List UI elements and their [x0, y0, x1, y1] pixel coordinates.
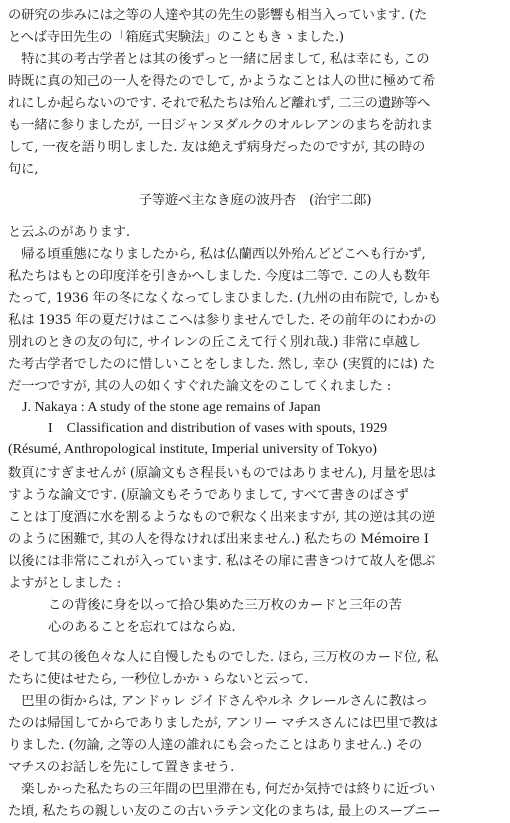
text-line: 特に其の考古学者とは其の後ずっと一緒に居まして, 私は幸にも, この: [8, 52, 430, 67]
text-line: りました. (勿論, 之等の人達の誰れにも会ったことはありません.) その: [8, 738, 422, 753]
text-line: そして其の後色々な人に自慢したものでした. ほら, 三万枚のカード位, 私: [8, 650, 439, 665]
citation-line: (Résumé, Anthropological institute, Imperial university of Tokyo): [8, 442, 377, 457]
text-line: マチスのお話しを先にして置きませう.: [8, 760, 235, 775]
text-line: 時既に真の知己の一人を得たのでして, かようなことは人の世に極めて希: [8, 74, 436, 89]
text-line: 以後には非常にこれが入っています. 私はその扉に書きつけて故人を偲ぶ: [8, 554, 436, 569]
text-line: とへば寺田先生の「箱庭式実験法」のこともきゝました.): [8, 30, 344, 45]
text-line: 巴里の街からは, アンドゥレ ジイドさんやルネ クレールさんに教はっ: [8, 694, 428, 709]
haiku-quote: 子等遊べ主なき庭の波丹杏 (治宇二郎): [138, 193, 372, 208]
text-line: たちに使はせたら, 一秒位しかかゝらないと云って.: [8, 672, 309, 687]
text-line: ことは丁度酒に水を割るようなもので釈なく出来ますが, 其の逆は其の逆: [8, 510, 436, 525]
text-line: だ一つですが, 其の人の如くすぐれた論文をのこしてくれました :: [8, 379, 392, 394]
text-line: と云ふのがあります.: [8, 225, 130, 240]
text-line: のように困難で, 其の人を得なければ出来ません.) 私たちの Mémoire I: [8, 532, 429, 547]
text-line: 別れのときの友の句に, サイレンの丘こえて行く別れ哉.) 非常に卓越し: [8, 335, 421, 350]
text-line: も一緒に参りましたが, 一日ジャンヌダルクのオルレアンのまちを訪れま: [8, 118, 434, 133]
text-line: れにしか起らないのです. それで私たちは殆んど離れず, 二三の遺跡等へ: [8, 96, 431, 111]
text-line: 私たちはもとの印度洋を引きかへしました. 今度は二等で. この人も数年: [8, 269, 431, 284]
text-line: た頃, 私たちの親しい友のこの古いラテン文化のまちは, 最上のスーブニー: [8, 804, 441, 819]
text-line: 楽しかった私たちの三年間の巴里滞在も, 何だか気持では終りに近づい: [8, 782, 436, 797]
text-line: たのは帰国してからでありましたが, アンリー マチスさんには巴里で教は: [8, 716, 438, 731]
inscription-line: 心のあることを忘れてはならぬ.: [48, 620, 236, 635]
citation-line: J. Nakaya : A study of the stone age remains of Japan: [22, 400, 321, 415]
text-line: して, 一夜を語り明しました. 友は絶えず病身だったのですが, 其の時の: [8, 140, 426, 155]
inscription-line: この背後に身を以って拾ひ集めた三万枚のカードと三年の苦: [48, 598, 402, 613]
text-line: たって, 1936 年の冬になくなってしまひました. (九州の由布院で, しかも: [8, 291, 441, 306]
text-line: 帰る頃重態になりましたから, 私は仏蘭西以外殆んどどこへも行かず,: [8, 247, 426, 262]
text-line: の研究の歩みには之等の人達や其の先生の影響も相当入っています. (た: [8, 8, 428, 23]
citation-line: I Classification and distribution of vases with spouts, 1929: [48, 421, 388, 436]
text-line: 句に,: [8, 162, 39, 177]
text-line: よすがとしました :: [8, 576, 122, 591]
text-line: すような論文です. (原論文もそうでありまして, すべて書きのばさず: [8, 488, 409, 503]
text-line: 私は 1935 年の夏だけはここへは参りませんでした. その前年のにわかの: [8, 313, 437, 328]
text-line: 数頁にすぎませんが (原論文もさ程長いものではありません), 月量を思は: [8, 466, 437, 481]
text-line: た考古学者でしたのに惜しいことをしました. 然し, 幸ひ (実質的には) た: [8, 357, 436, 372]
